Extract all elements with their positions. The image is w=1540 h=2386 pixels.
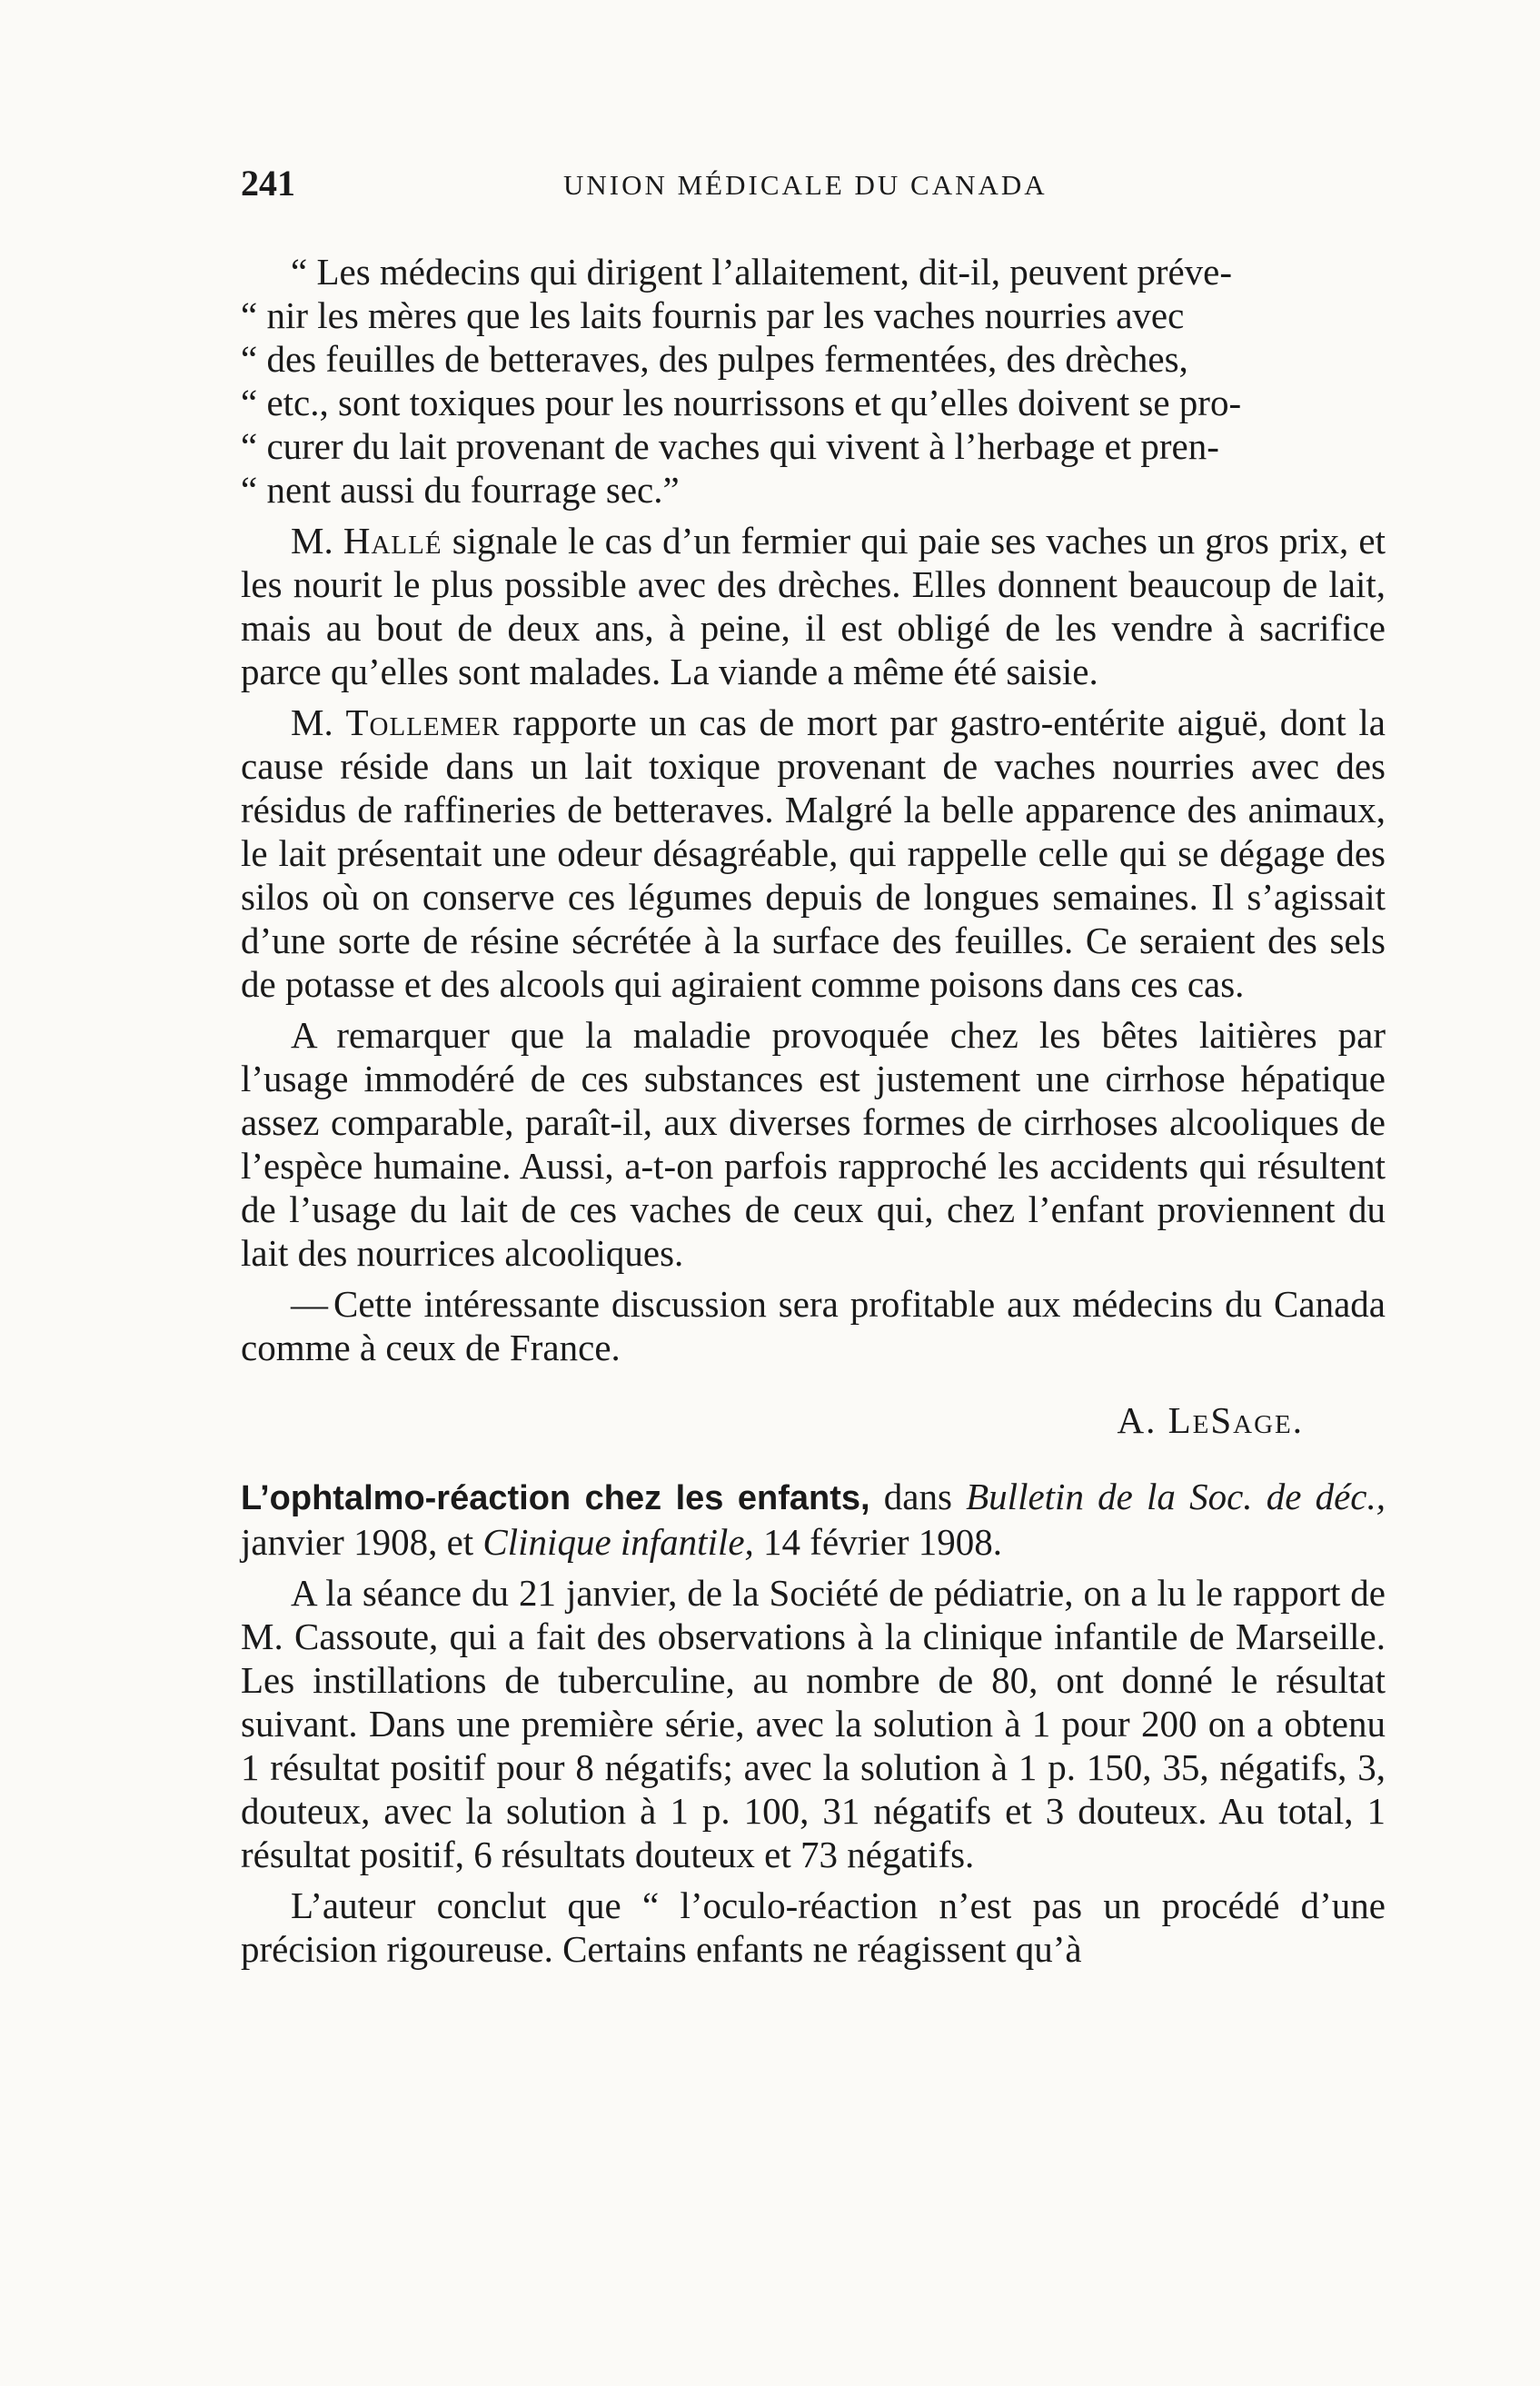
paragraph-text: signale le cas d’un fermier qui paie ses vaches un gros prix, et les nourit le plus possible avec des drèches. Elles donnent beaucoup de lait, mais au bout de deux ans, à peine, il est obligé de les vendre à sacrifice parce qu’elles sont malades. La viande a même été saisie. xyxy=(241,520,1386,692)
paragraph-discussion xyxy=(241,1282,1386,1369)
quotation-block xyxy=(241,250,1386,512)
page-header xyxy=(241,162,1386,216)
page-number: 241 xyxy=(241,163,295,204)
paragraph-seance: A la séance du 21 janvier, de la Société de pédiatrie, on a lu le rapport de M. Cassoute, qui a fait des observations à la clinique infantile de Marseille. Les instillations de tuberculine, au nombre de 80, ont donné le résultat suivant. Dans une première série, avec la solution à 1 pour 200 on a obtenu 1 résultat positif pour 8 négatifs; avec la solution à 1 p. 150, 35, négatifs, 3, douteux, avec la solution à 1 p. 100, 31 négatifs et 3 douteux. Au total, 1 résultat positif, 6 résultats douteux et 73 négatifs. xyxy=(241,1572,1386,1875)
author-name: Tollemer xyxy=(345,701,501,743)
paragraph-auteur: L’auteur conclut que “ l’oculo-réaction n’est pas un procédé d’une précision rigoureuse. Certains enfants ne réagissent qu’à xyxy=(241,1884,1386,1970)
article-title: L’ophtalmo-réaction chez les enfants, xyxy=(241,1479,870,1517)
quote-line: “ des feuilles de betteraves, des pulpes fermentées, des drèches, xyxy=(241,338,1188,380)
quote-line: “ nir les mères que les laits fournis par les vaches nourries avec xyxy=(241,294,1185,336)
signature: A. LeSage. xyxy=(1117,1399,1304,1441)
page-body xyxy=(241,250,1386,1978)
quote-line: “ Les médecins qui dirigent l’allaitement, dit-il, peuvent préve- xyxy=(291,251,1233,293)
paragraph-halle xyxy=(241,519,1386,693)
quote-line: “ curer du lait provenant de vaches qui vivent à l’herbage et pren- xyxy=(241,425,1219,467)
quote-line: “ nent aussi du fourrage sec.” xyxy=(241,469,680,511)
paragraph-text: Cette intéressante discussion sera profitable aux médecins du Canada comme à ceux de France. xyxy=(241,1283,1386,1368)
paragraph-tollemer xyxy=(241,701,1386,1006)
article-heading xyxy=(241,1475,1386,1564)
quote-line: “ etc., sont toxiques pour les nourrissons et qu’elles doivent se pro- xyxy=(241,382,1242,423)
em-dash: — xyxy=(291,1283,328,1325)
paragraph-remarquer: A remarquer que la maladie provoquée chez les bêtes laitières par l’usage immodéré de ces substances est justement une cirrhose hépatique assez comparable, paraît-il, aux diverses formes de cirrhoses alcooliques de l’espèce humaine. Aussi, a-t-on parfois rapproché les accidents qui résultent de l’usage du lait de ces vaches de ceux qui, chez l’enfant proviennent du lait des nourrices alcooliques. xyxy=(241,1014,1386,1274)
source-journal: Bulletin de la Soc. de déc., xyxy=(966,1476,1386,1517)
author-name: Hallé xyxy=(343,520,442,562)
name-initial: M. xyxy=(291,520,333,562)
source-date: janvier 1908, et xyxy=(241,1521,483,1563)
source-prefix: dans xyxy=(869,1476,967,1517)
running-head: UNION MÉDICALE DU CANADA xyxy=(563,169,1048,201)
name-initial: M. xyxy=(291,701,333,743)
source-date-2: 14 février 1908. xyxy=(753,1521,1003,1563)
source-journal-2: Clinique infantile, xyxy=(482,1521,754,1563)
paragraph-text: rapporte un cas de mort par gastro-entérite aiguë, dont la cause réside dans un lait toxique provenant de vaches nourries avec des résidus de raffineries de betteraves. Malgré la belle apparence des animaux, le lait présentait une odeur désagréable, qui rappelle celle qui se dégage des silos où on conserve ces légumes depuis de longues semaines. Il s’agissait d’une sorte de résine sécrétée à la surface des feuilles. Ce seraient des sels de potasse et des alcools qui agiraient comme poisons dans ces cas. xyxy=(241,701,1386,1005)
